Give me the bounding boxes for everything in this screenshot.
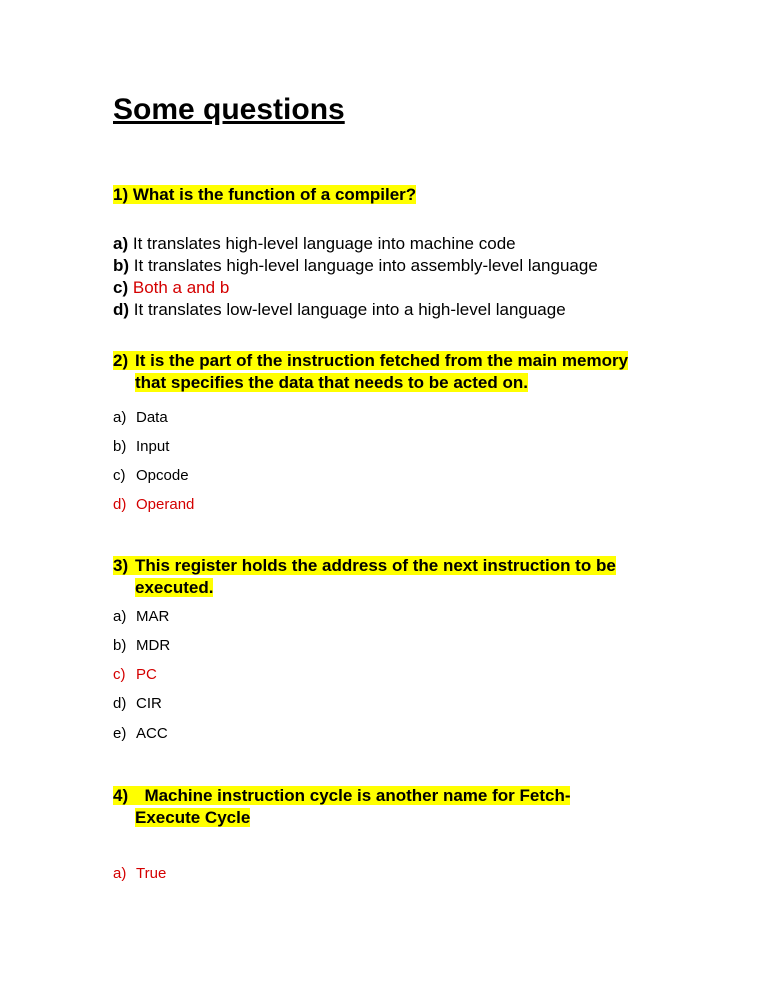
q3-option-e [113, 724, 168, 744]
q2-option-c-label: c) [113, 467, 126, 484]
q1-option-b-text: It translates high-level language into assembly-level language [133, 256, 598, 275]
q2-option-c-text: Opcode [136, 467, 189, 484]
q3-option-b-text: MDR [136, 637, 171, 654]
question-3-line-1: This register holds the address of the next instruction to be [135, 556, 616, 575]
q2-option-d [113, 495, 194, 515]
q1-option-c [113, 277, 229, 299]
q2-option-d-text: Operand [136, 496, 195, 513]
question-2 [113, 350, 628, 394]
q1-option-d-text: It translates low-level language into a high-level language [133, 300, 566, 319]
q3-option-b [113, 636, 170, 656]
question-3 [113, 555, 616, 599]
page-title: Some questions [113, 93, 345, 126]
q1-option-a-text: It translates high-level language into machine code [132, 234, 516, 253]
q4-option-a [113, 864, 166, 884]
q2-option-a-text: Data [136, 409, 168, 426]
q3-option-a-text: MAR [136, 608, 170, 625]
question-4 [113, 785, 570, 829]
q1-option-c-text: Both a and b [132, 278, 230, 297]
question-4-line-1: Machine instruction cycle is another name for Fetch- [135, 786, 571, 805]
q4-option-a-text: True [136, 865, 167, 882]
q2-option-b-text: Input [136, 438, 170, 455]
q1-option-d [113, 299, 566, 321]
q2-option-b [113, 437, 169, 457]
q3-option-e-label: e) [113, 725, 127, 742]
q1-option-a-label: a) [113, 234, 129, 253]
q3-option-b-label: b) [113, 637, 127, 654]
question-1 [113, 184, 416, 206]
question-2-line-1: It is the part of the instruction fetched from the main memory [135, 351, 629, 370]
q2-option-c [113, 466, 189, 486]
question-3-number: 3) [113, 556, 129, 575]
q2-option-a-label: a) [113, 409, 127, 426]
q2-option-d-label: d) [113, 496, 127, 513]
question-2-line-2: that specifies the data that needs to be acted on. [135, 373, 528, 392]
question-2-number: 2) [113, 351, 129, 370]
q3-option-d-label: d) [113, 695, 127, 712]
q3-option-c [113, 665, 157, 685]
question-4-line-2: Execute Cycle [135, 808, 251, 827]
q1-option-a [113, 233, 516, 255]
question-1-text: 1) What is the function of a compiler? [113, 185, 417, 204]
q3-option-e-text: ACC [136, 725, 168, 742]
q3-option-c-label: c) [113, 666, 126, 683]
q3-option-c-text: PC [136, 666, 157, 683]
question-4-number: 4) [113, 786, 129, 805]
q1-option-b-label: b) [113, 256, 130, 275]
q2-option-a [113, 408, 168, 428]
q4-option-a-label: a) [113, 865, 127, 882]
q1-option-d-label: d) [113, 300, 130, 319]
q1-option-c-label: c) [113, 278, 129, 297]
q3-option-a-label: a) [113, 608, 127, 625]
q3-option-d [113, 694, 162, 714]
q2-option-b-label: b) [113, 438, 127, 455]
q3-option-a [113, 607, 169, 627]
q1-option-b [113, 255, 598, 277]
question-3-line-2: executed. [135, 578, 214, 597]
q3-option-d-text: CIR [136, 695, 162, 712]
